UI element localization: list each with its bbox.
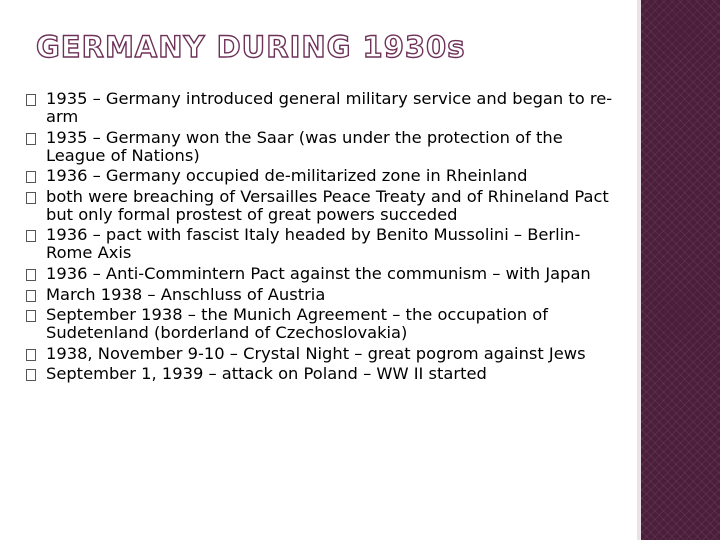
- square-bullet-icon: [26, 94, 36, 106]
- list-item: [26, 129, 626, 165]
- square-bullet-icon: [26, 192, 36, 204]
- bullet-text: 1936 – Germany occupied de-militarized zone in Rheinland: [46, 166, 528, 186]
- bullet-text: 1938, November 9-10 – Crystal Night – great pogrom against Jews: [46, 343, 586, 363]
- bullet-text: September 1938 – the Munich Agreement – the occupation of Sudetenland (borderland of Czechoslovakia): [46, 305, 548, 343]
- square-bullet-icon: [26, 230, 36, 242]
- list-item: [26, 188, 626, 224]
- bullet-text: 1936 – Anti-Commintern Pact against the communism – with Japan: [46, 263, 591, 283]
- bullet-text: 1935 – Germany introduced general military service and began to re-arm: [46, 89, 613, 126]
- list-item: [26, 90, 626, 126]
- bullet-list: [26, 90, 626, 386]
- square-bullet-icon: [26, 269, 36, 281]
- list-item: [26, 306, 626, 342]
- list-item: [26, 365, 626, 383]
- bullet-text: 1935 – Germany won the Saar (was under the protection of the League of Nations): [46, 127, 563, 165]
- bullet-text: September 1, 1939 – attack on Poland – WW II started: [46, 364, 487, 384]
- square-bullet-icon: [26, 349, 36, 361]
- bullet-text: March 1938 – Anschluss of Austria: [46, 284, 326, 304]
- slide-title: GERMANY DURING 1930s: [36, 30, 466, 64]
- list-item: [26, 265, 626, 283]
- square-bullet-icon: [26, 369, 36, 381]
- bullet-text: both were breaching of Versailles Peace Treaty and of Rhineland Pact but only formal prostest of great powers succeded: [46, 186, 609, 224]
- bullet-text: 1936 – pact with fascist Italy headed by Benito Mussolini – Berlin-Rome Axis: [46, 225, 581, 263]
- decorative-side-panel: [641, 0, 720, 540]
- square-bullet-icon: [26, 133, 36, 145]
- square-bullet-icon: [26, 310, 36, 322]
- square-bullet-icon: [26, 171, 36, 183]
- list-item: [26, 286, 626, 304]
- list-item: [26, 167, 626, 185]
- square-bullet-icon: [26, 290, 36, 302]
- list-item: [26, 226, 626, 262]
- list-item: [26, 345, 626, 363]
